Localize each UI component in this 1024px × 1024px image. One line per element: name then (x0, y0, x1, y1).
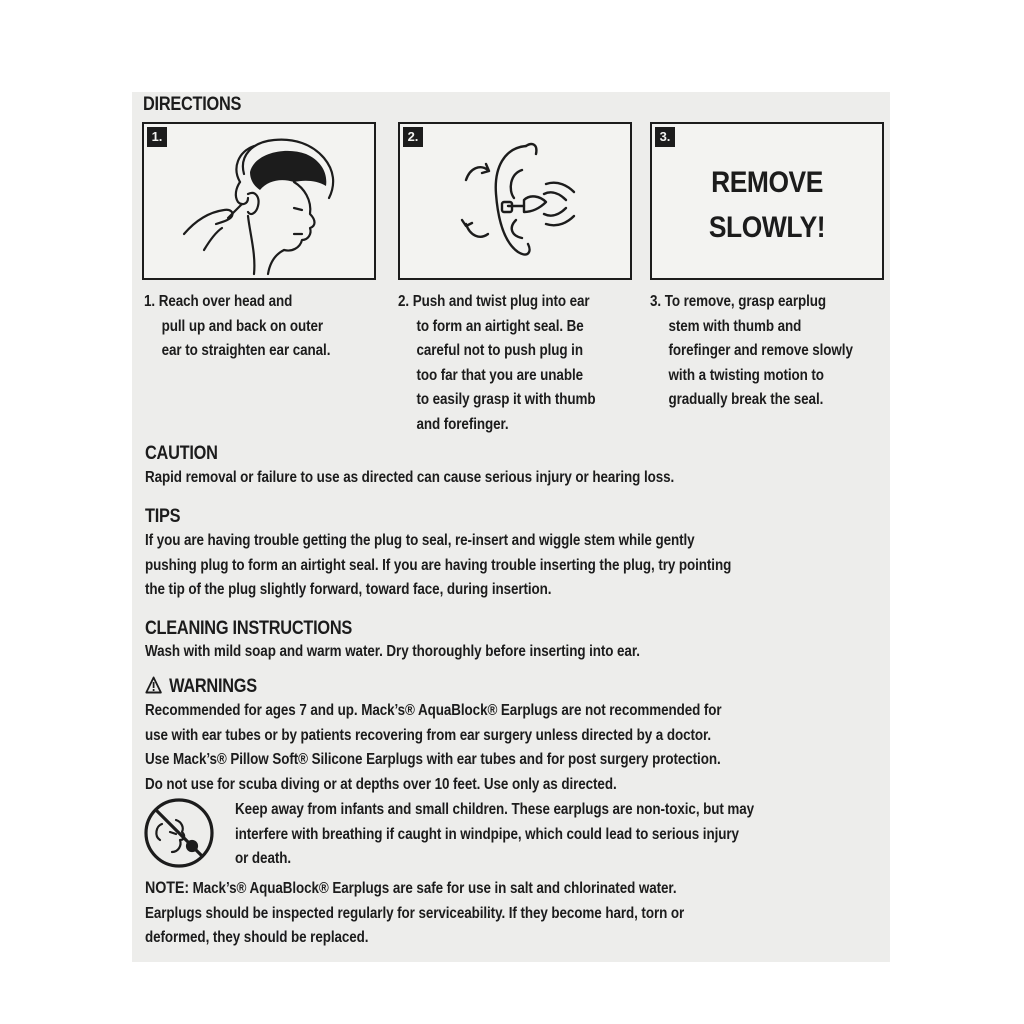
head-pull-ear-icon (144, 124, 374, 278)
step-2-line: too far that you are unable (416, 366, 583, 384)
note-line: Earplugs should be inspected regularly for serviceability. If they become hard, torn or (145, 904, 685, 922)
choking-warning-text (235, 798, 754, 872)
step-3-line: 3. To remove, grasp earplug (650, 293, 826, 310)
step-2-line: careful not to push plug in (416, 342, 583, 359)
note-label: NOTE: (145, 878, 190, 897)
twist-earplug-icon (400, 124, 630, 278)
step-1-number: 1. (147, 127, 167, 147)
choking-line: Keep away from infants and small children. These earplugs are non-toxic, but may (235, 801, 755, 818)
step-2-number: 2. (403, 127, 423, 147)
warnings-title: WARNINGS (169, 676, 257, 697)
note-text (145, 876, 684, 951)
choking-line: interfere with breathing if caught in windpipe, which could lead to serious injury (235, 825, 739, 843)
step-1-line: ear to straighten ear canal. (161, 342, 331, 359)
caution-heading: CAUTION (145, 443, 218, 464)
instruction-sheet (132, 92, 890, 962)
step-2-text (398, 290, 596, 437)
step-2-line: 2. Push and twist plug into ear (398, 293, 590, 310)
cleaning-heading: CLEANING INSTRUCTIONS (145, 618, 353, 639)
tips-line: pushing plug to form an airtight seal. If you are having trouble inserting the plug, try pointing (145, 556, 732, 574)
remove-slowly-line-1: REMOVE (711, 166, 823, 199)
step-3-line: gradually break the seal. (668, 391, 824, 408)
tips-heading: TIPS (145, 506, 181, 527)
directions-heading: DIRECTIONS (143, 94, 242, 115)
step-1-line: pull up and back on outer (161, 317, 324, 335)
step-3-line: stem with thumb and (668, 317, 802, 335)
choking-hazard-icon (142, 796, 216, 870)
warnings-line: use with ear tubes or by patients recovering from ear surgery unless directed by a doctor. (145, 726, 712, 744)
step-2-panel (398, 122, 632, 280)
cleaning-text: Wash with mild soap and warm water. Dry thoroughly before inserting into ear. (145, 643, 640, 660)
note-line: Mack’s® AquaBlock® Earplugs are safe for use in salt and chlorinated water. (189, 880, 677, 897)
step-3-panel (650, 122, 884, 280)
warnings-line: Recommended for ages 7 and up. Mack’s® AquaBlock® Earplugs are not recommended for (145, 702, 722, 719)
warning-triangle-icon (145, 676, 162, 694)
warnings-text (145, 699, 722, 797)
warnings-line: Do not use for scuba diving or at depths over 10 feet. Use only as directed. (145, 775, 617, 793)
tips-line: the tip of the plug slightly forward, toward face, during insertion. (145, 581, 552, 598)
step-3-line: with a twisting motion to (668, 366, 824, 384)
step-1-line: 1. Reach over head and (144, 293, 293, 310)
step-1-text (144, 290, 330, 364)
step-3-number: 3. (655, 127, 675, 147)
step-2-line: to easily grasp it with thumb (416, 391, 596, 408)
warnings-heading (145, 676, 257, 698)
step-2-line: to form an airtight seal. Be (416, 317, 584, 335)
step-3-line: forefinger and remove slowly (668, 342, 853, 359)
caution-text: Rapid removal or failure to use as directed can cause serious injury or hearing loss. (145, 469, 675, 486)
note-line: deformed, they should be replaced. (145, 929, 369, 946)
step-1-panel (142, 122, 376, 280)
choking-line: or death. (235, 850, 292, 867)
step-3-text (650, 290, 853, 413)
remove-slowly-line-2: SLOWLY! (708, 211, 826, 244)
tips-text (145, 529, 731, 603)
step-2-line: and forefinger. (416, 415, 509, 433)
tips-line: If you are having trouble getting the plug to seal, re-insert and wiggle stem while gently (145, 532, 695, 549)
warnings-line: Use Mack’s® Pillow Soft® Silicone Earplugs with ear tubes and for post surgery protection. (145, 751, 721, 768)
remove-slowly-text (666, 160, 868, 250)
